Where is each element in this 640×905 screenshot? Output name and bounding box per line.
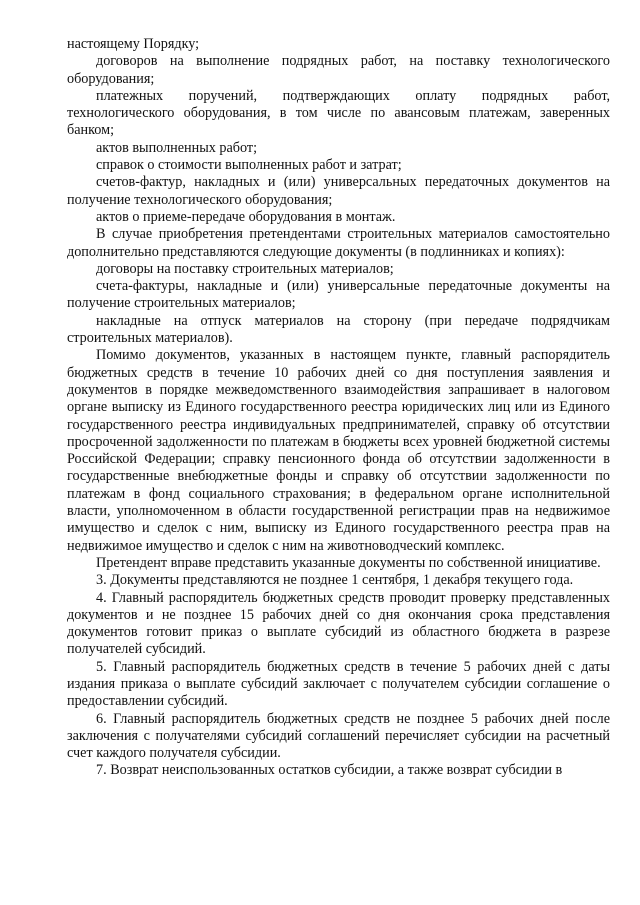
paragraph-18: 7. Возврат неиспользованных остатков субсидии, а также возврат субсидии в <box>96 762 563 779</box>
paragraph-15: 4. Главный распорядитель бюджетных средств проводит проверку представленных документов и не позднее 15 рабочих дней со дня окончания срока представления документов готовит приказ о выплате субсидий из областного бюджета в разрезе получателей субсидий. <box>67 589 610 658</box>
paragraph-10: счета-фактуры, накладные и (или) универсальные передаточные документы на получение строительных материалов; <box>67 278 610 312</box>
paragraph-3: платежных поручений, подтверждающих оплату подрядных работ, технологического оборудования, в том числе по авансовым платежам, заверенных банком; <box>67 87 610 139</box>
paragraph-11: накладные на отпуск материалов на сторону (при передаче подрядчикам строительных материалов). <box>67 312 610 347</box>
paragraph-5: справок о стоимости выполненных работ и затрат; <box>96 157 402 174</box>
paragraph-1: настоящему Порядку; <box>67 36 200 52</box>
paragraph-8: В случае приобретения претендентами строительных материалов самостоятельно дополнительно представляются следующие документы (в подлинниках и копиях): <box>67 226 610 260</box>
paragraph-13: Претендент вправе представить указанные документы по собственной инициативе. <box>96 554 601 571</box>
paragraph-16: 5. Главный распорядитель бюджетных средств в течение 5 рабочих дней с даты издания приказа о выплате субсидий заключает с получателем субсидии соглашение о предоставлении субсидий. <box>67 658 610 710</box>
paragraph-9: договоры на поставку строительных материалов; <box>96 260 394 277</box>
paragraph-14: 3. Документы представляются не позднее 1 сентября, 1 декабря текущего года. <box>96 572 574 589</box>
paragraph-7: актов о приеме-передаче оборудования в монтаж. <box>96 208 396 225</box>
paragraph-6: счетов-фактур, накладных и (или) универсальных передаточных документов на получение технологического оборудования; <box>67 174 610 208</box>
paragraph-4: актов выполненных работ; <box>96 139 258 156</box>
paragraph-12: Помимо документов, указанных в настоящем пункте, главный распорядитель бюджетных средств в течение 10 рабочих дней со дня поступления заявления и документов в порядке межведомственного взаимодействия запрашивает в налоговом органе выписку из Единого государственного реестра юридических лиц или из Единого государственного реестра индивидуальных предпринимателей, справку об отсутствии просроченной задолженности по платежам в бюджеты всех уровней бюджетной системы Российской Федерации; справку пенсионного фонда об отсутствии задолженности в государственные внебюджетные фонды и справку об отсутствии задолженности по платежам в фонд социального страхования; в федеральном органе исполнительной власти, уполномоченном в области государственной регистрации прав на недвижимое имущество и сделок с ним, выписку из Единого государственного реестра прав на недвижимое имущество и сделок с ним на животноводческий комплекс. <box>67 347 610 554</box>
paragraph-17: 6. Главный распорядитель бюджетных средств не позднее 5 рабочих дней после заключения с получателями субсидий соглашений перечисляет субсидии на расчетный счет каждого получателя субсидии. <box>67 710 610 762</box>
paragraph-2: договоров на выполнение подрядных работ, на поставку технологического оборудования; <box>67 53 610 87</box>
